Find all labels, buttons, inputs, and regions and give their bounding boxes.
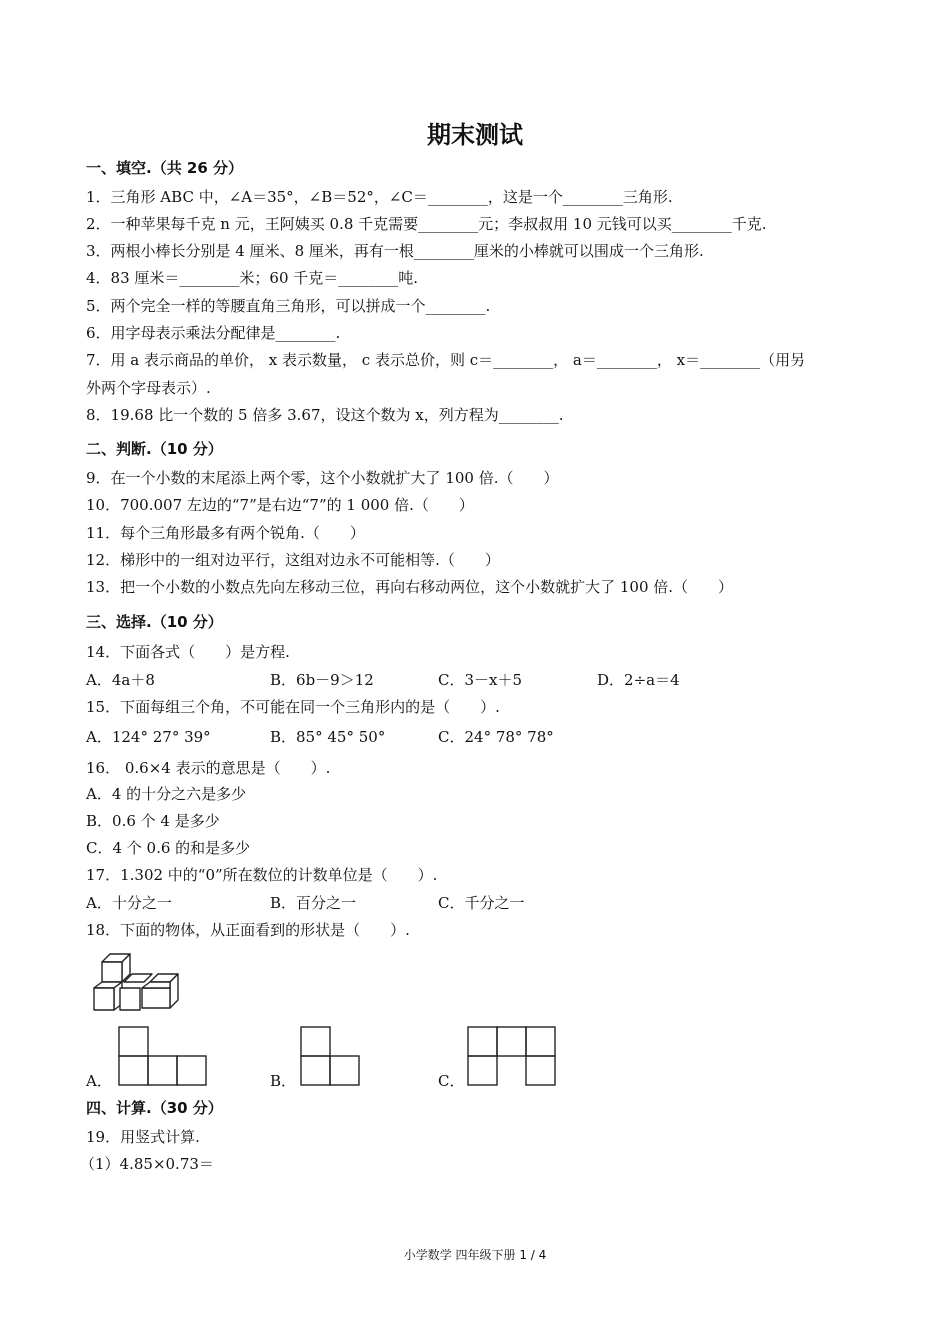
question-10: 10．700.007 左边的“7”是右边“7”的 1 000 倍.（ ）	[86, 496, 474, 514]
question-7-line-2: 外两个字母表示）.	[86, 379, 211, 397]
question-14: 14．下面各式（ ）是方程.	[86, 643, 290, 661]
question-11: 11．每个三角形最多有两个锐角.（ ）	[86, 524, 365, 542]
q18-option-c-shape	[467, 1026, 557, 1086]
question-12: 12．梯形中的一组对边平行，这组对边永不可能相等.（ ）	[86, 551, 500, 569]
q17-option-c: C．千分之一	[438, 894, 525, 912]
q18-option-b-label: B．	[270, 1072, 297, 1090]
q18-option-c-label: C．	[438, 1072, 465, 1090]
question-13: 13．把一个小数的小数点先向左移动三位，再向右移动两位，这个小数就扩大了 100 倍.（ ）	[86, 578, 734, 596]
section-heading-calculation: 四、计算.（30 分）	[86, 1099, 223, 1117]
question-8: 8．19.68 比一个数的 5 倍多 3.67，设这个数为 x，列方程为________.	[86, 406, 564, 424]
question-5: 5．两个完全一样的等腰直角三角形，可以拼成一个________.	[86, 297, 491, 315]
question-17: 17．1.302 中的“0”所在数位的计数单位是（ ）.	[86, 866, 438, 884]
question-19-part-1: （1）4.85×0.73＝	[80, 1155, 214, 1173]
question-19: 19．用竖式计算.	[86, 1128, 200, 1146]
q17-option-a: A．十分之一	[86, 894, 172, 912]
section-heading-fill-blank: 一、填空.（共 26 分）	[86, 159, 244, 177]
question-18: 18．下面的物体，从正面看到的形状是（ ）.	[86, 921, 410, 939]
q18-option-a-label: A．	[86, 1072, 112, 1090]
question-2: 2．一种苹果每千克 n 元，王阿姨买 0.8 千克需要________元；李叔叔用 10 元钱可以买________千克.	[86, 215, 767, 233]
q14-option-b: B．6b－9＞12	[270, 671, 374, 689]
question-15: 15．下面每组三个角，不可能在同一个三角形内的是（ ）.	[86, 698, 500, 716]
q14-option-a: A．4a＋8	[86, 671, 155, 689]
question-16: 16． 0.6×4 表示的意思是（ ）.	[86, 759, 331, 777]
q15-option-b: B．85° 45° 50°	[270, 728, 386, 746]
question-9: 9．在一个小数的末尾添上两个零，这个小数就扩大了 100 倍.（ ）	[86, 469, 559, 487]
question-4: 4．83 厘米＝________米；60 千克＝________吨.	[86, 269, 419, 287]
q16-option-a: A．4 的十分之六是多少	[86, 785, 247, 803]
q18-option-b-shape	[300, 1026, 360, 1086]
q17-option-b: B．百分之一	[270, 894, 357, 912]
q18-option-a-shape	[118, 1026, 208, 1086]
q14-option-c: C．3－x＋5	[438, 671, 523, 689]
section-heading-true-false: 二、判断.（10 分）	[86, 440, 223, 458]
q16-option-c: C．4 个 0.6 的和是多少	[86, 839, 251, 857]
q16-option-b: B．0.6 个 4 是多少	[86, 812, 220, 830]
cube-figure	[90, 948, 185, 1016]
page-footer: 小学数学 四年级下册 1 / 4	[403, 1248, 547, 1262]
q14-option-d: D．2÷a＝4	[597, 671, 680, 689]
page-title: 期末测试	[427, 121, 523, 149]
question-7-line-1: 7．用 a 表示商品的单价， x 表示数量， c 表示总价，则 c＝________， a＝________， x＝________（用另	[86, 351, 806, 369]
question-3: 3．两根小棒长分别是 4 厘米、8 厘米，再有一根________厘米的小棒就可以围成一个三角形.	[86, 242, 704, 260]
section-heading-choice: 三、选择.（10 分）	[86, 613, 223, 631]
q15-option-c: C．24° 78° 78°	[438, 728, 554, 746]
question-6: 6．用字母表示乘法分配律是________.	[86, 324, 341, 342]
q15-option-a: A．124° 27° 39°	[86, 728, 211, 746]
question-1: 1．三角形 ABC 中，∠A＝35°，∠B＝52°，∠C＝________，这是一个________三角形.	[86, 188, 673, 206]
